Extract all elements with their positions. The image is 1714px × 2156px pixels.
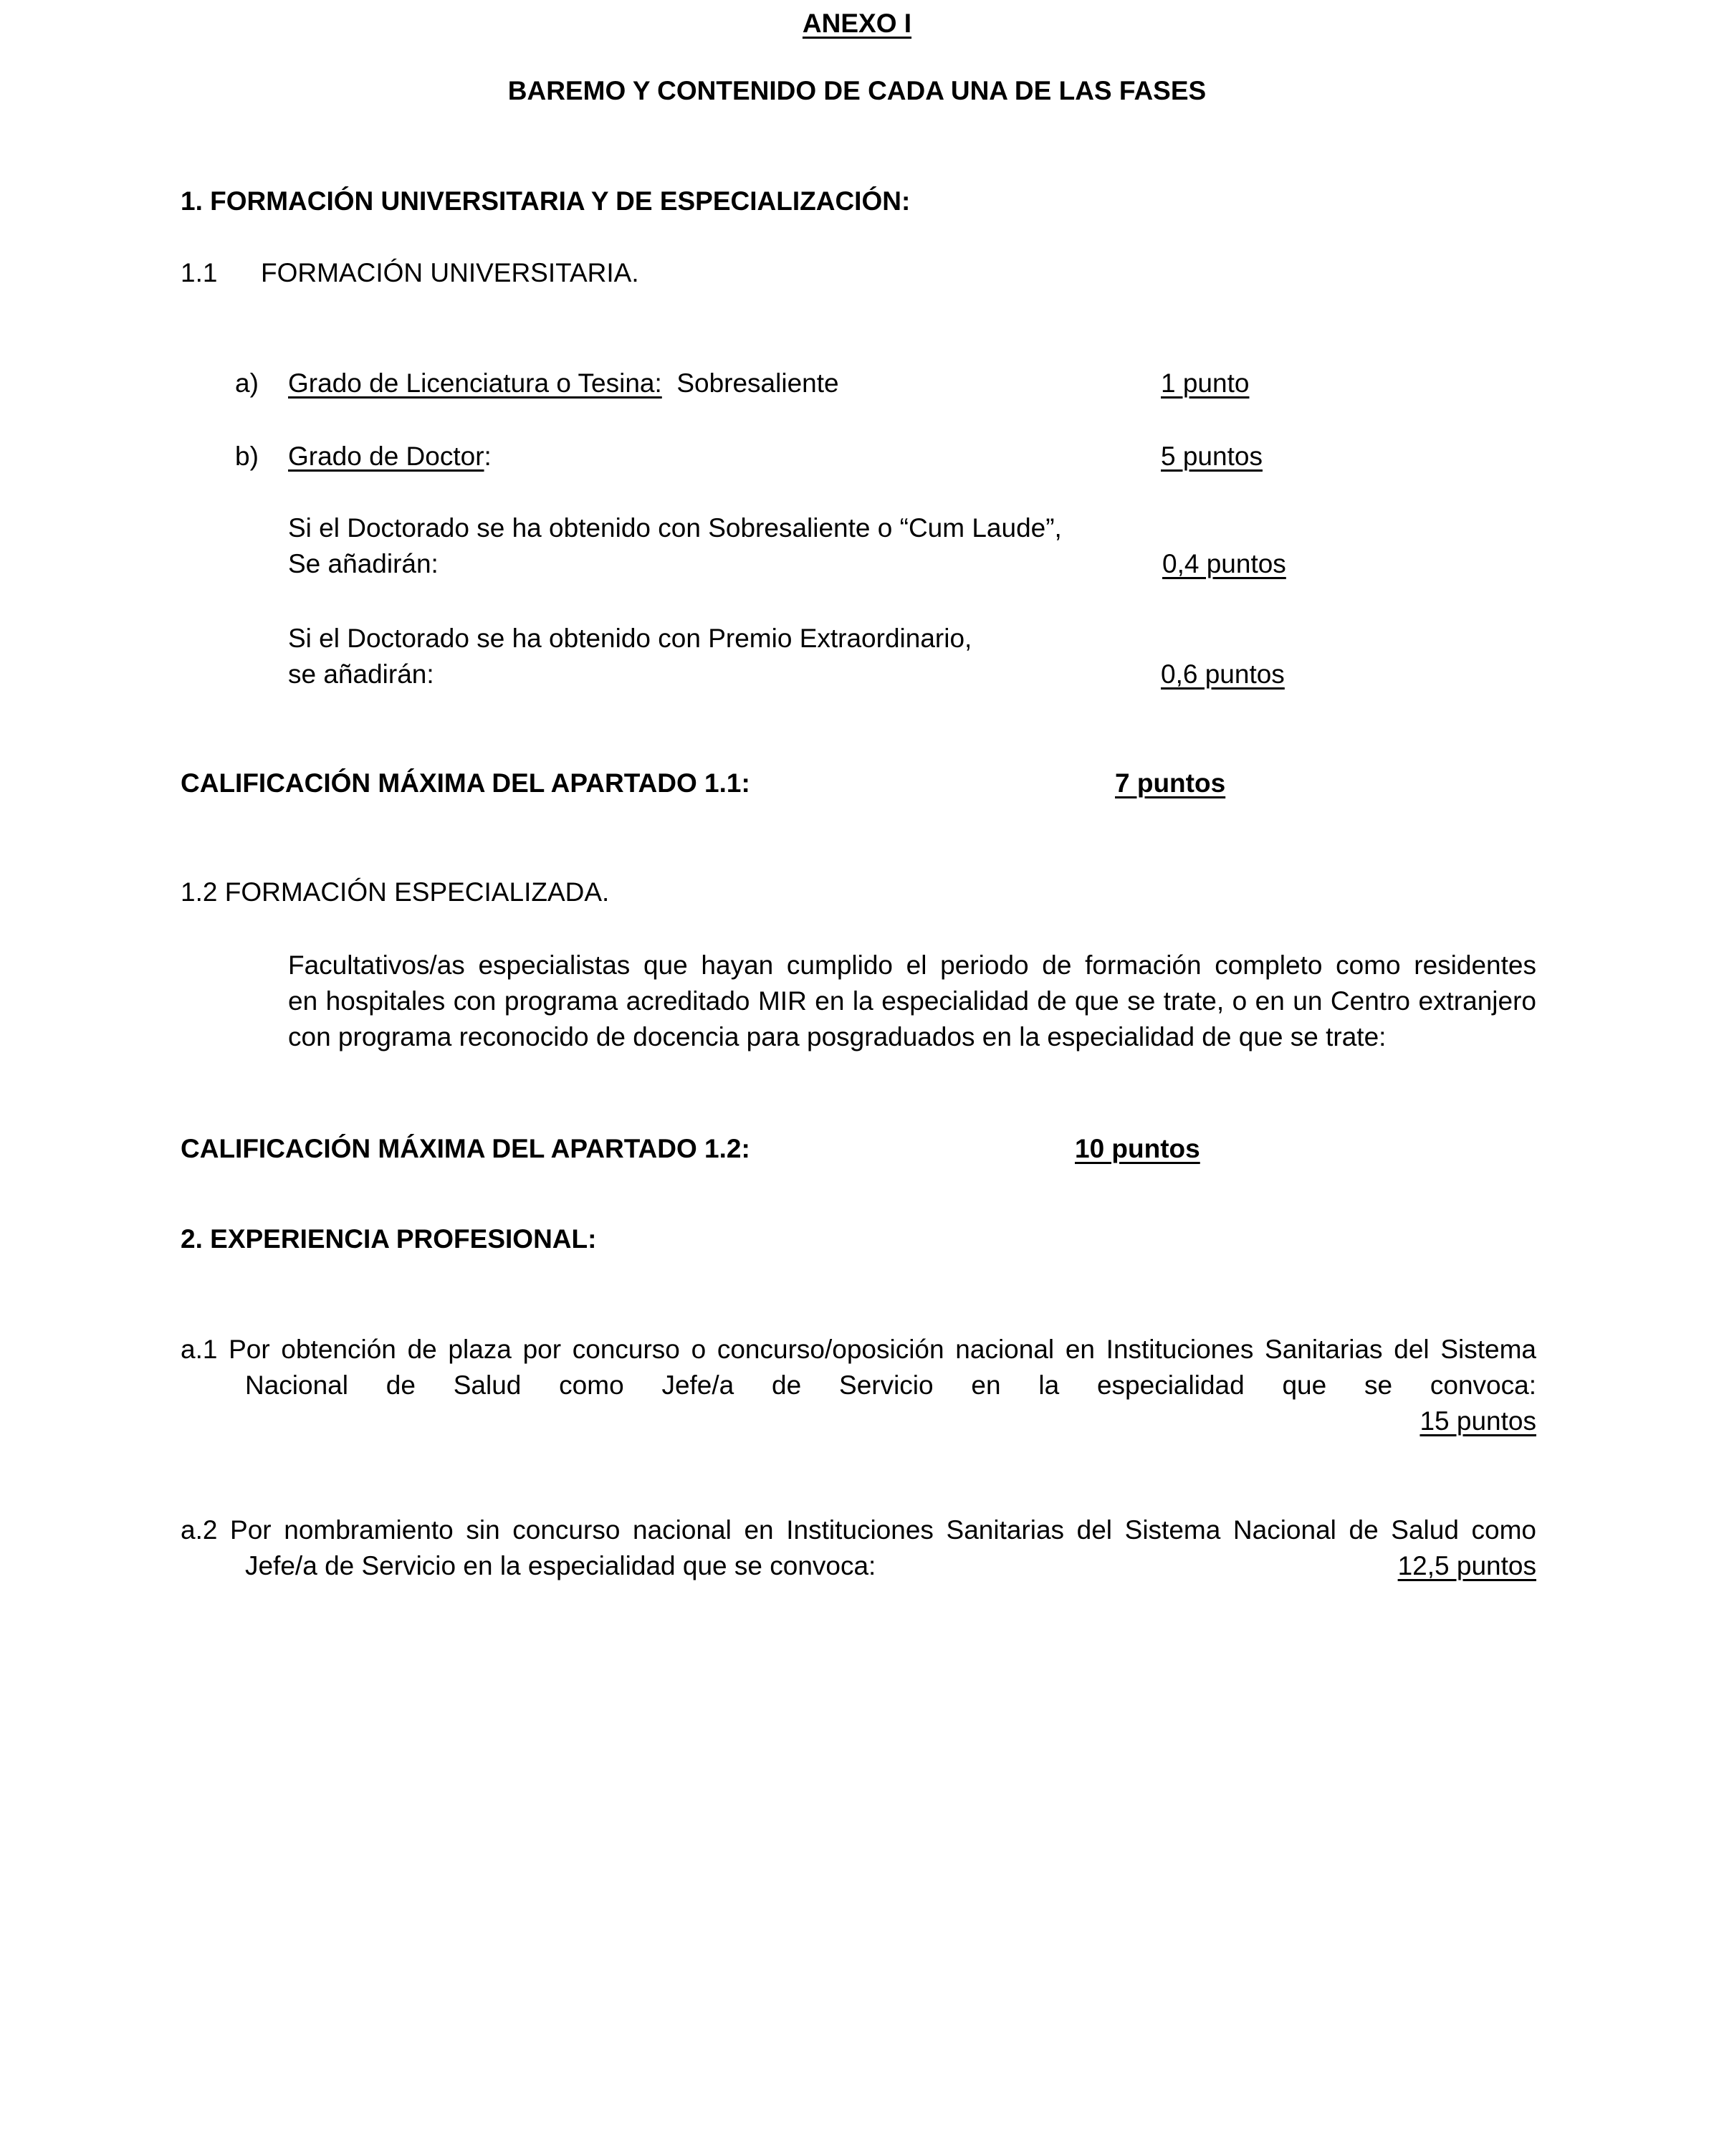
specialist-paragraph-line3: con programa reconocido de docencia para posgraduados en la especialidad de que se trate: (288, 1022, 1387, 1051)
extra-premio-points: 0,6 puntos (1161, 659, 1285, 689)
item-a-points: 1 punto (1161, 368, 1250, 398)
max-1-2-label: CALIFICACIÓN MÁXIMA DEL APARTADO 1.2: (181, 1134, 750, 1163)
extra-premio-line2: se añadirán: (288, 659, 434, 689)
max-1-1-label: CALIFICACIÓN MÁXIMA DEL APARTADO 1.1: (181, 768, 750, 798)
item-b-row (288, 439, 492, 474)
item-a-row (288, 366, 839, 401)
annex-title: ANEXO I (802, 9, 912, 38)
specialist-paragraph-line2: en hospitales con programa acreditado MIR en la especialidad de que se trate, o en un Centro extranjero (288, 986, 1536, 1016)
a1-points: 15 puntos (1419, 1406, 1536, 1436)
item-b-label: Grado de Doctor (288, 442, 484, 471)
a1-line2: Nacional de Salud como Jefe/a de Servicio en la especialidad que se convoca: (245, 1370, 1536, 1400)
item-b-marker: b) (235, 442, 259, 471)
item-b-colon: : (484, 442, 492, 471)
section-2-heading: 2. EXPERIENCIA PROFESIONAL: (181, 1224, 597, 1254)
subsection-1-2-title: 1.2 FORMACIÓN ESPECIALIZADA. (181, 877, 610, 907)
subsection-1-1-title: FORMACIÓN UNIVERSITARIA. (261, 258, 639, 287)
document-subtitle: BAREMO Y CONTENIDO DE CADA UNA DE LAS FASES (507, 76, 1207, 105)
extra-cum-laude-line2: Se añadirán: (288, 549, 439, 578)
item-a-marker: a) (235, 368, 259, 398)
subsection-1-1-number: 1.1 (181, 258, 218, 287)
a1-line1: a.1 Por obtención de plaza por concurso o concurso/oposición nacional en Instituciones Sanitarias del Sistema (181, 1335, 1536, 1364)
section-1-heading: 1. FORMACIÓN UNIVERSITARIA Y DE ESPECIALIZACIÓN: (181, 186, 911, 216)
extra-cum-laude-points: 0,4 puntos (1162, 549, 1286, 578)
item-b-points: 5 puntos (1161, 442, 1263, 471)
item-a-label: Grado de Licenciatura o Tesina: (288, 368, 662, 398)
specialist-paragraph-line1: Facultativos/as especialistas que hayan cumplido el periodo de formación completo como residentes (288, 950, 1536, 980)
a2-line2: Jefe/a de Servicio en la especialidad que se convoca: (245, 1551, 876, 1580)
extra-cum-laude-line1: Si el Doctorado se ha obtenido con Sobresaliente o “Cum Laude”, (288, 513, 1062, 543)
a2-line1: a.2 Por nombramiento sin concurso nacional en Instituciones Sanitarias del Sistema Nacional de Salud como (181, 1515, 1536, 1545)
item-a-qualifier: Sobresaliente (676, 368, 839, 398)
extra-premio-line1: Si el Doctorado se ha obtenido con Premio Extraordinario, (288, 624, 972, 653)
max-1-2-points: 10 puntos (1075, 1134, 1200, 1163)
max-1-1-points: 7 puntos (1115, 768, 1226, 798)
a2-points: 12,5 puntos (1397, 1551, 1536, 1580)
